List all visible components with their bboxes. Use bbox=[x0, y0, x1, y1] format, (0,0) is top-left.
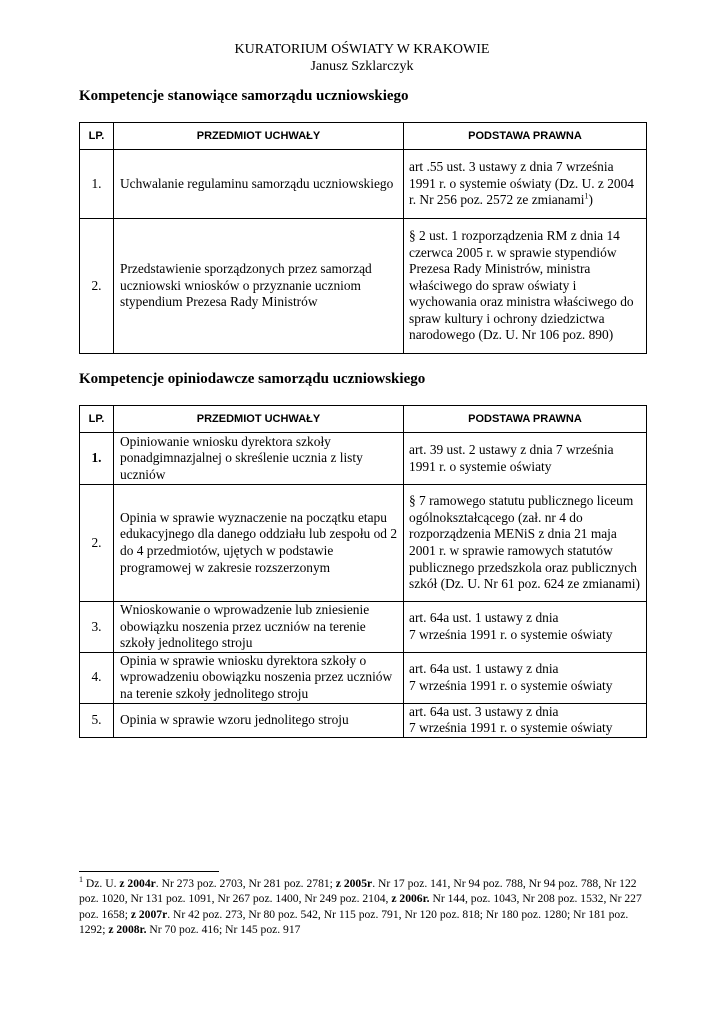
footnote-text: . Nr 42 poz. 273, Nr 80 poz. 542, Nr 115 poz. 791, Nr 120 poz. 818; Nr 180 poz. 1280; Nr 181 poz. 1292; bbox=[79, 907, 629, 937]
column-header-lp: LP. bbox=[80, 123, 114, 150]
row-number: 2. bbox=[80, 485, 114, 602]
row-subject: Uchwalanie regulaminu samorządu uczniowskiego bbox=[114, 150, 404, 219]
footnote bbox=[79, 876, 649, 938]
basis-line: art. 64a ust. 3 ustawy z dnia bbox=[409, 703, 559, 719]
table-row bbox=[80, 602, 647, 653]
basis-text: art .55 ust. 3 ustawy z dnia 7 września 1991 r. o systemie oświaty (Dz. U. z 2004 r. Nr 256 poz. 2572 ze zmianami bbox=[409, 159, 635, 208]
document-header bbox=[0, 41, 724, 75]
row-number: 1. bbox=[80, 433, 114, 485]
row-subject: Opiniowanie wniosku dyrektora szkoły ponadgimnazjalnej o skreślenie ucznia z listy uczniów bbox=[114, 433, 404, 485]
footnote-mark: 1 bbox=[79, 875, 83, 885]
section-title-opiniodawcze: Kompetencje opiniodawcze samorządu uczniowskiego bbox=[79, 371, 426, 387]
row-number: 3. bbox=[80, 602, 114, 653]
footnote-text: Nr 70 poz. 416; Nr 145 poz. 917 bbox=[146, 923, 301, 937]
basis-line: art. 64a ust. 1 ustawy z dnia bbox=[409, 661, 559, 677]
footnote-year: z 2005r bbox=[335, 877, 373, 890]
row-basis: § 7 ramowego statutu publicznego liceum ogólnokształcącego (zał. nr 4 do rozporządzenia MENiS z dnia 21 maja 2001 r. w sprawie ramowych statutów publicznego przedszkola oraz publicznych szkół (Dz. U. Nr 61 poz. 624 ze zmianami) bbox=[404, 485, 647, 602]
footnote-separator bbox=[79, 871, 219, 872]
row-basis bbox=[404, 703, 647, 737]
column-header-basis: PODSTAWA PRAWNA bbox=[404, 406, 647, 433]
column-header-subject: PRZEDMIOT UCHWAŁY bbox=[114, 123, 404, 150]
basis-text-end: ) bbox=[588, 192, 593, 208]
row-number: 4. bbox=[80, 652, 114, 703]
basis-line: 7 września 1991 r. o systemie oświaty bbox=[409, 677, 613, 693]
column-header-subject: PRZEDMIOT UCHWAŁY bbox=[114, 406, 404, 433]
footnote-year: z 2007r bbox=[130, 907, 168, 921]
row-subject: Opinia w sprawie wzoru jednolitego stroju bbox=[114, 703, 404, 737]
row-basis bbox=[404, 602, 647, 653]
table-row bbox=[80, 485, 647, 602]
row-number: 5. bbox=[80, 703, 114, 737]
author-name: Janusz Szklarczyk bbox=[310, 59, 414, 74]
row-basis bbox=[404, 652, 647, 703]
basis-line: art. 64a ust. 1 ustawy z dnia bbox=[409, 610, 559, 626]
column-header-lp: LP. bbox=[80, 406, 114, 433]
basis-line: 7 września 1991 r. o systemie oświaty bbox=[409, 720, 613, 736]
row-subject: Opinia w sprawie wniosku dyrektora szkoły o wprowadzeniu obowiązku noszenia przez uczniów na terenie szkoły jednolitego stroju bbox=[114, 652, 404, 703]
footnote-text: Dz. U. bbox=[83, 877, 120, 890]
footnote-text: Nr 144, poz. 1043, Nr 208 poz. 1532, Nr 227 poz. 1658; bbox=[79, 892, 642, 921]
basis-line: 7 września 1991 r. o systemie oświaty bbox=[409, 626, 613, 642]
row-subject: Opinia w sprawie wyznaczenie na początku etapu edukacyjnego dla danego oddziału lub zespołu od 2 do 4 przedmiotów, ujętych w podstawie programowej w zakresie rozszerzonym bbox=[114, 485, 404, 602]
footnote-year: z 2008r. bbox=[108, 923, 147, 937]
footnote-text: . Nr 17 poz. 141, Nr 94 poz. 788, Nr 94 poz. 788, Nr 122 poz. 1020, Nr 131 poz. 1091, Nr 267 poz. 1400, Nr 249 poz. 2104, bbox=[79, 877, 637, 906]
row-number: 2. bbox=[80, 219, 114, 354]
section-title-stanowiace: Kompetencje stanowiące samorządu uczniowskiego bbox=[79, 88, 409, 104]
row-subject: Wnioskowanie o wprowadzenie lub zniesienie obowiązku noszenia przez uczniów na terenie szkoły jednolitego stroju bbox=[114, 602, 404, 653]
table-header-row bbox=[80, 406, 647, 433]
row-number: 1. bbox=[80, 150, 114, 219]
table-opiniodawcze bbox=[79, 405, 647, 738]
table-header-row bbox=[80, 123, 647, 150]
table-row bbox=[80, 433, 647, 485]
table-row bbox=[80, 219, 647, 354]
footnote-text: . Nr 273 poz. 2703, Nr 281 poz. 2781; bbox=[155, 877, 336, 890]
row-basis: art. 39 ust. 2 ustawy z dnia 7 września 1991 r. o systemie oświaty bbox=[404, 433, 647, 485]
institution-name: KURATORIUM OŚWIATY W KRAKOWIE bbox=[234, 42, 490, 57]
table-row bbox=[80, 652, 647, 703]
column-header-basis: PODSTAWA PRAWNA bbox=[404, 123, 647, 150]
footnote-reference: 1 bbox=[584, 191, 589, 201]
row-basis bbox=[404, 150, 647, 219]
table-stanowiace bbox=[79, 122, 647, 354]
row-subject: Przedstawienie sporządzonych przez samorząd uczniowski wniosków o przyznanie uczniom stypendium Prezesa Rady Ministrów bbox=[114, 219, 404, 354]
footnote-year: z 2006r. bbox=[391, 892, 430, 906]
table-row bbox=[80, 150, 647, 219]
table-row bbox=[80, 703, 647, 737]
row-basis: § 2 ust. 1 rozporządzenia RM z dnia 14 czerwca 2005 r. w sprawie stypendiów Prezesa Rady Ministrów, ministra właściwego do spraw oświaty i wychowania oraz ministra właściwego do spraw kultury i ochrony dziedzictwa narodowego (Dz. U. Nr 106 poz. 890) bbox=[404, 219, 647, 354]
footnote-year: z 2004r bbox=[119, 877, 156, 890]
